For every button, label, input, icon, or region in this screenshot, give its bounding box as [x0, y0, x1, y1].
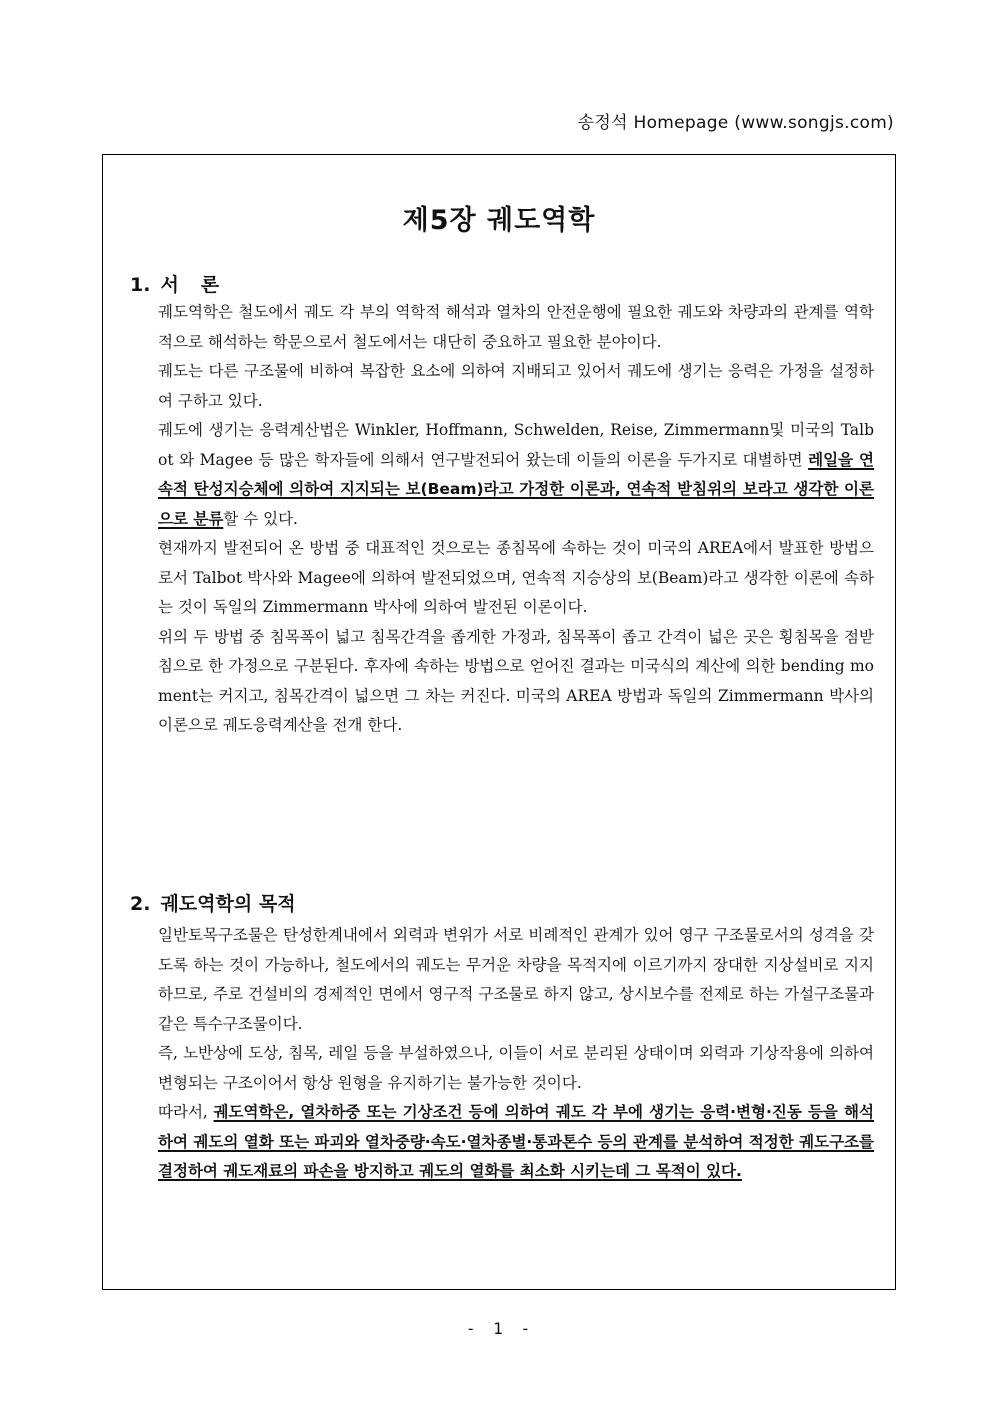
section-2-paragraph-1: 일반토목구조물은 탄성한계내에서 외력과 변위가 서로 비례적인 관계가 있어 영구 구조물로서의 성격을 갖도록 하는 것이 가능하나, 철도에서의 궤도는 무거운 차량을 목적지에 이르기까지 장대한 지상설비로 지지하므로, 주로 건설비의 경제적인 면에서 영구적 구조물로 하지 않고, 상시보수를 전제로 하는 가설구조물과 같은 특수구조물이다. — [158, 926, 874, 1033]
section-1-paragraph-4: 현재까지 발전되어 온 방법 중 대표적인 것으로는 종침목에 속하는 것이 미국의 AREA에서 발표한 방법으로서 Talbot 박사와 Magee에 의하여 발전되었으며, 연속적 지승상의 보(Beam)라고 생각한 이론에 속하는 것이 독일의 Zimmermann 박사에 의하여 발전된 이론이다. — [158, 539, 874, 616]
section-1-emphasis: 레일을 연속적 탄성지승체에 의하여 지지되는 보(Beam)라고 가정한 이론과, 연속적 받침위의 보라고 생각한 이론으로 분류 — [158, 450, 874, 528]
section-1-paragraph-3 — [158, 416, 874, 534]
section-2-emphasis: 궤도역학은, 열차하중 또는 기상조건 등에 의하여 궤도 각 부에 생기는 응력·변형·진동 등을 해석하여 궤도의 열화 또는 파괴와 열차중량·속도·열차종별·통과톤수 등의 관계를 분석하여 적정한 궤도구조를 결정하여 궤도재료의 파손을 방지하고 궤도의 열화를 최소화 시키는데 그 목적이 있다. — [158, 1103, 874, 1180]
section-1-paragraph-3-lead: 궤도에 생기는 응력계산법은 Winkler, Hoffmann, Schwelden, Reise, Zimmermann및 미국의 Talbot 와 Magee 등 많은 학자들에 의해서 연구발전되어 왔는데 이들의 이론을 두가지로 대별하면 — [158, 421, 874, 469]
section-1-paragraph-5: 위의 두 방법 중 침목폭이 넓고 침목간격을 좁게한 가정과, 침목폭이 좁고 간격이 넓은 곳은 횡침목을 점받침으로 한 가정으로 구분된다. 후자에 속하는 방법으로 얻어진 결과는 미국식의 계산에 의한 bending moment는 커지고, 침목간격이 넓으면 그 차는 커진다. 미국의 AREA 방법과 독일의 Zimmermann 박사의 이론으로 궤도응력계산을 전개 한다. — [158, 627, 874, 734]
chapter-title: 제5장 궤도역학 — [402, 205, 596, 236]
section-2-number: 2. — [130, 893, 151, 915]
section-1-paragraph-2: 궤도는 다른 구조물에 비하여 복잡한 요소에 의하여 지배되고 있어서 궤도에 생기는 응력은 가정을 설정하여 구하고 있다. — [158, 362, 874, 410]
section-2-paragraph-2: 즉, 노반상에 도상, 침목, 레일 등을 부설하였으나, 이들이 서로 분리된 상태이며 외력과 기상작용에 의하여 변형되는 구조이어서 항상 원형을 유지하기는 불가능한 것이다. — [158, 1044, 874, 1092]
section-2-body — [158, 921, 874, 1187]
homepage-header: 송정석 Homepage (www.songjs.com) — [577, 113, 894, 133]
page-number: - 1 - — [465, 1319, 535, 1338]
section-1-paragraph-3-tail: 할 수 있다. — [223, 509, 298, 528]
section-1-paragraph-1: 궤도역학은 철도에서 궤도 각 부의 역학적 해석과 열차의 안전운행에 필요한 궤도와 차량과의 관계를 역학적으로 해석하는 학문으로서 철도에서는 대단히 중요하고 필요한 분야이다. — [158, 303, 874, 351]
section-2-heading — [130, 889, 296, 916]
section-1-body — [158, 298, 874, 741]
section-1-title: 서론 — [160, 274, 242, 296]
section-2-title: 궤도역학의 목적 — [160, 893, 296, 915]
section-2-paragraph-3 — [158, 1098, 874, 1187]
section-1-number: 1. — [130, 274, 151, 296]
section-2-paragraph-3-lead: 따라서, — [158, 1103, 214, 1121]
section-1-heading — [130, 270, 241, 297]
